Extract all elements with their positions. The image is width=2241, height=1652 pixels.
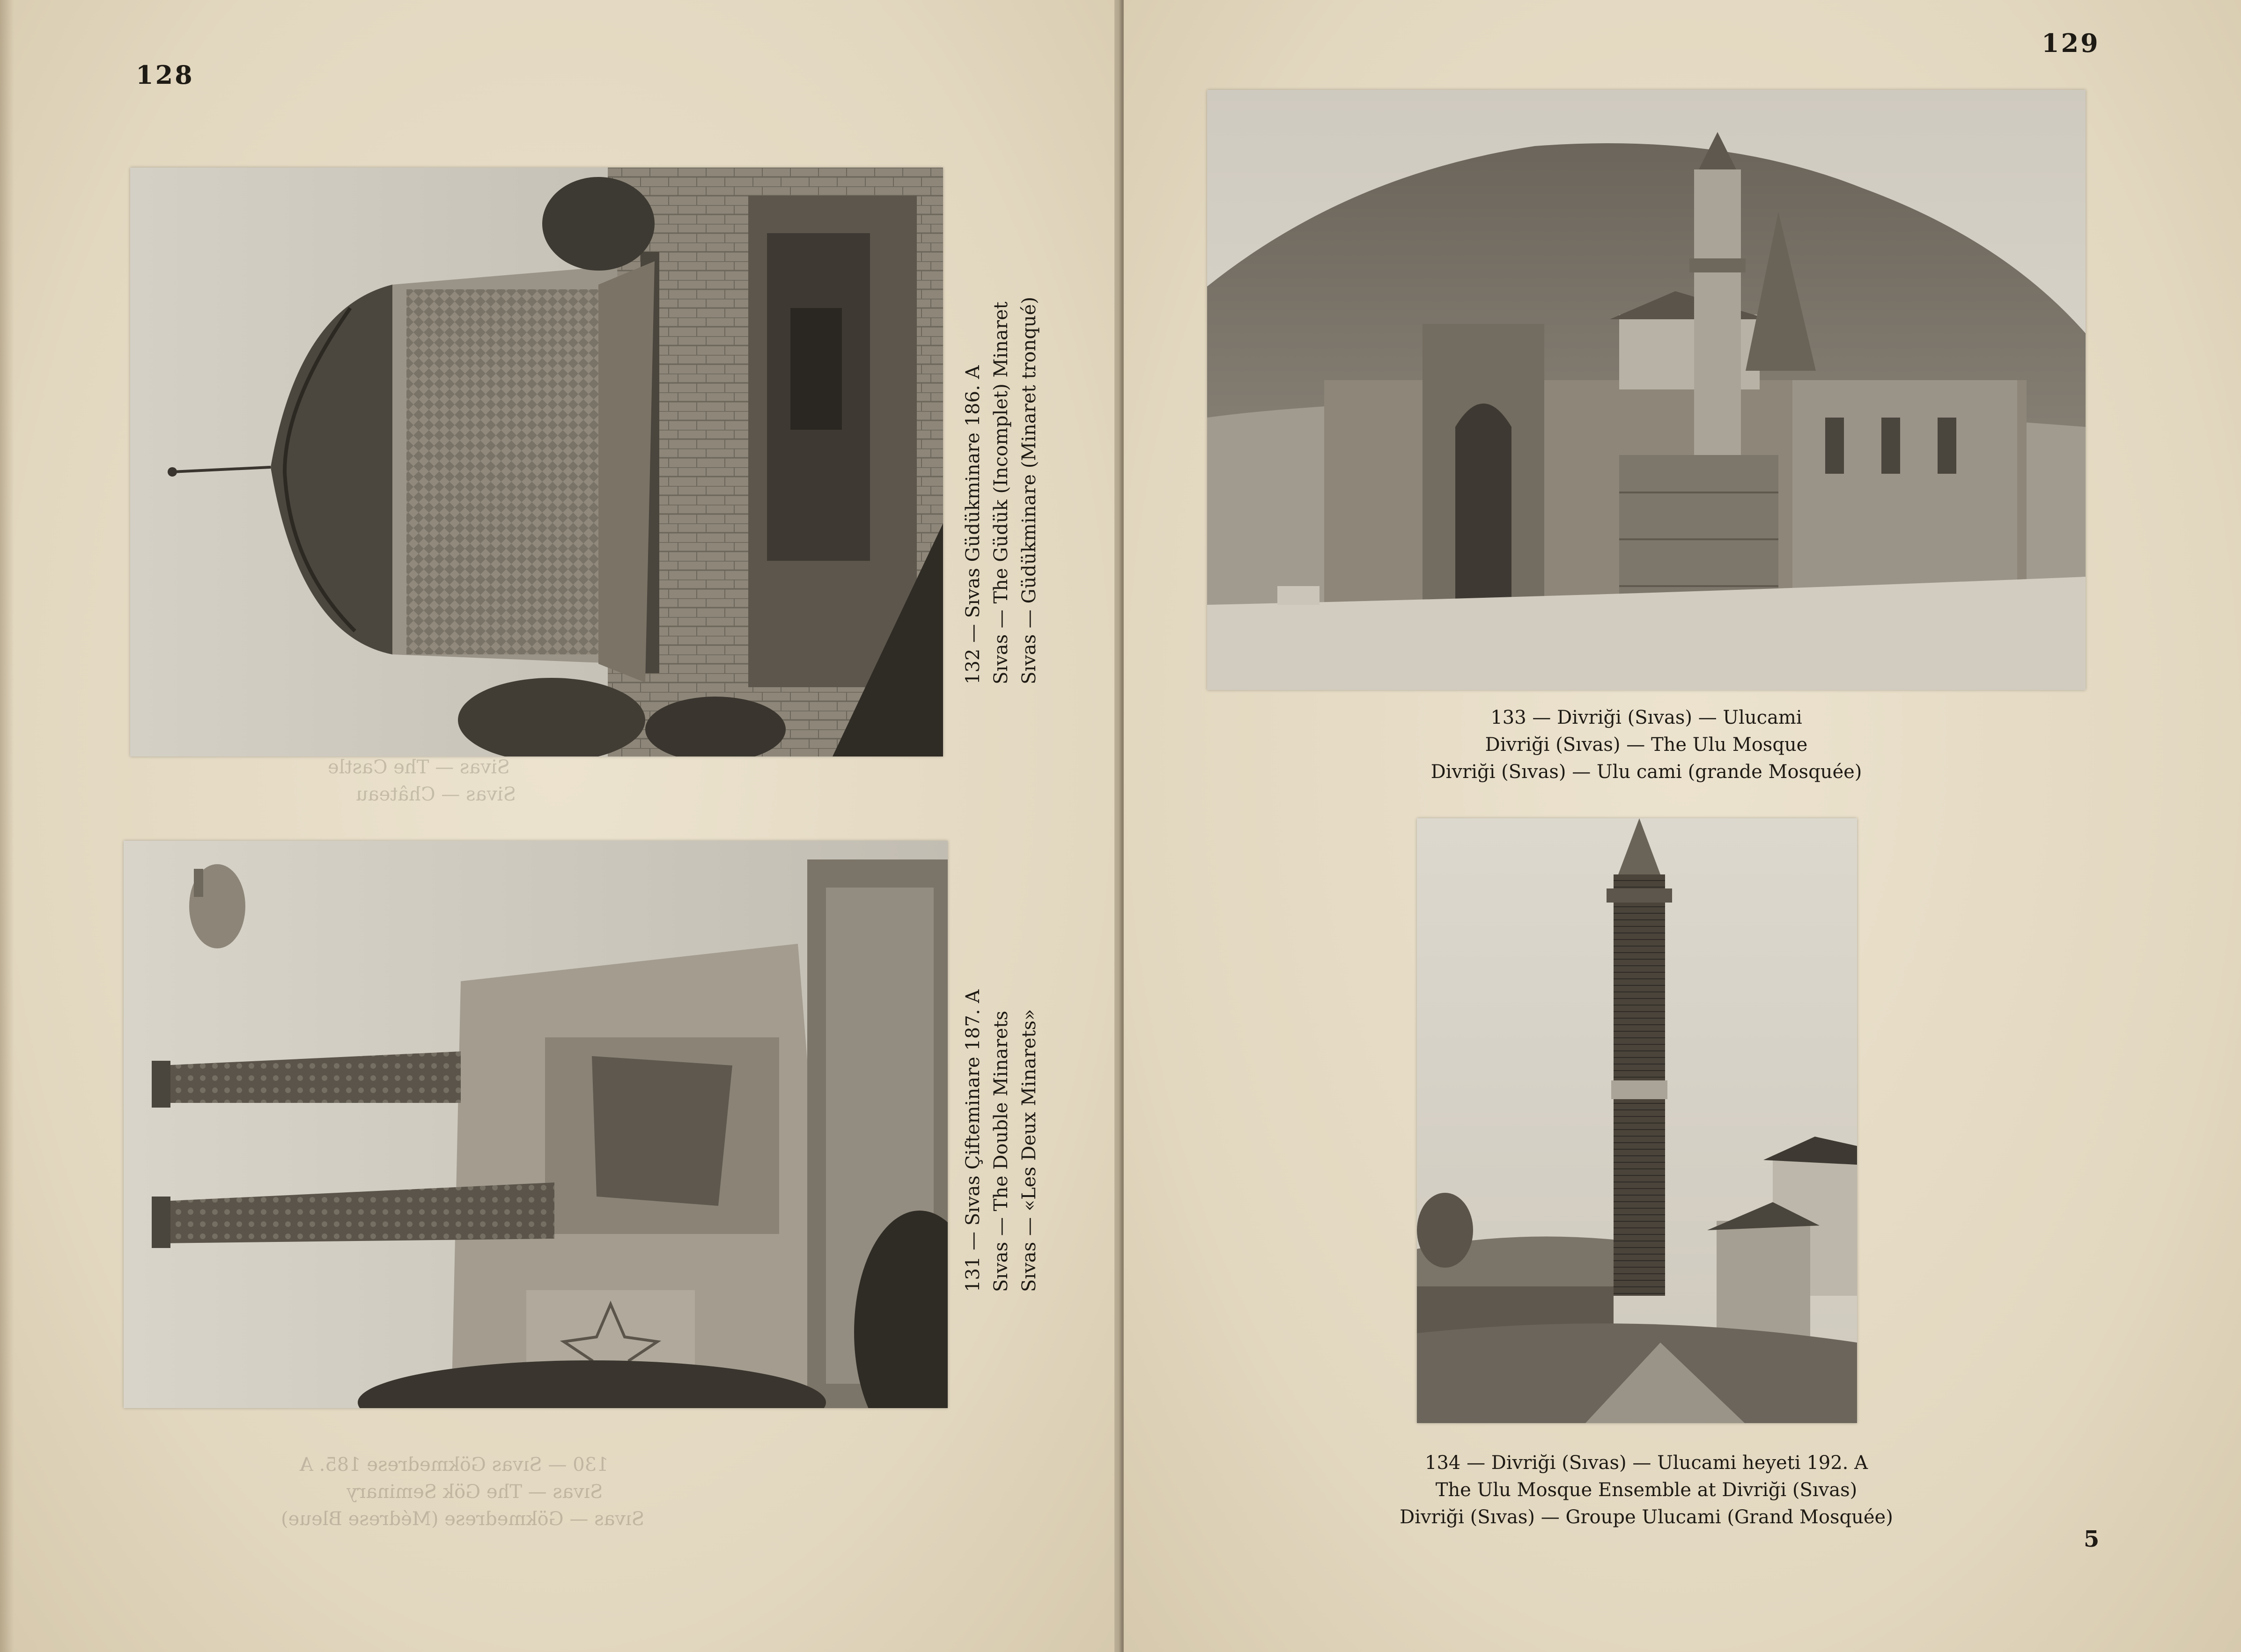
bleed-through-text-4: Sıvas — The Gök Seminary (346, 1481, 603, 1503)
right-page (1124, 0, 2241, 1652)
caption-line: 134 — Divriği (Sıvas) — Ulucami heyeti 192. A (1425, 1452, 1868, 1474)
photo-cifteminare-image (124, 841, 948, 1408)
caption-line: Sıvas — The Double Minarets (990, 1011, 1012, 1292)
photo-divrigi-ulucami (1207, 90, 2086, 690)
caption-line: 131 — Sıvas Çifteminare 187. A (962, 989, 984, 1292)
caption-figure-131 (959, 990, 1043, 1292)
bleed-through-text-1: Sivas — The Castle (328, 756, 510, 778)
caption-figure-132 (959, 297, 1043, 684)
caption-figure-133 (1207, 704, 2086, 786)
caption-figure-134 (1207, 1449, 2086, 1531)
bleed-through-text-3: 130 — Sıvas Gökmedrese 185. A (300, 1454, 609, 1476)
caption-line: The Ulu Mosque Ensemble at Divriği (Sıvas) (1435, 1479, 1858, 1501)
caption-line: Divriği (Sıvas) — Groupe Ulucami (Grand Mosquée) (1400, 1506, 1893, 1528)
bleed-through-text-2: Sivas — Château (356, 784, 516, 805)
page-number-right: 129 (2042, 28, 2100, 58)
signature-mark: 5 (2084, 1526, 2101, 1552)
photo-divrigi-ensemble (1417, 818, 1857, 1423)
photo-divrigi-ulucami-image (1207, 90, 2086, 690)
left-page (0, 0, 1114, 1652)
photo-gudukminare (130, 168, 943, 756)
caption-line: Divriği (Sıvas) — Ulu cami (grande Mosquée) (1430, 761, 1862, 783)
caption-line: 132 — Sıvas Güdükminare 186. A (962, 365, 984, 684)
photo-cifteminare (124, 841, 948, 1408)
photo-gudukminare-image (130, 168, 943, 756)
caption-line: 133 — Divriği (Sıvas) — Ulucami (1490, 707, 1802, 728)
caption-line: Sıvas — Güdükminare (Minaret tronqué) (1018, 297, 1040, 684)
caption-line: Sıvas — The Güdük (Incomplet) Minaret (990, 301, 1012, 684)
bleed-through-text-5: Sıvas — Gökmedrese (Médrese Bleue) (281, 1508, 645, 1530)
caption-line: Divriği (Sıvas) — The Ulu Mosque (1485, 734, 1808, 756)
scan-edge-shadow (0, 0, 14, 1652)
caption-line: Sıvas — «Les Deux Minarets» (1018, 1009, 1040, 1292)
page-number-left: 128 (136, 60, 194, 90)
photo-divrigi-ensemble-image (1417, 818, 1857, 1423)
